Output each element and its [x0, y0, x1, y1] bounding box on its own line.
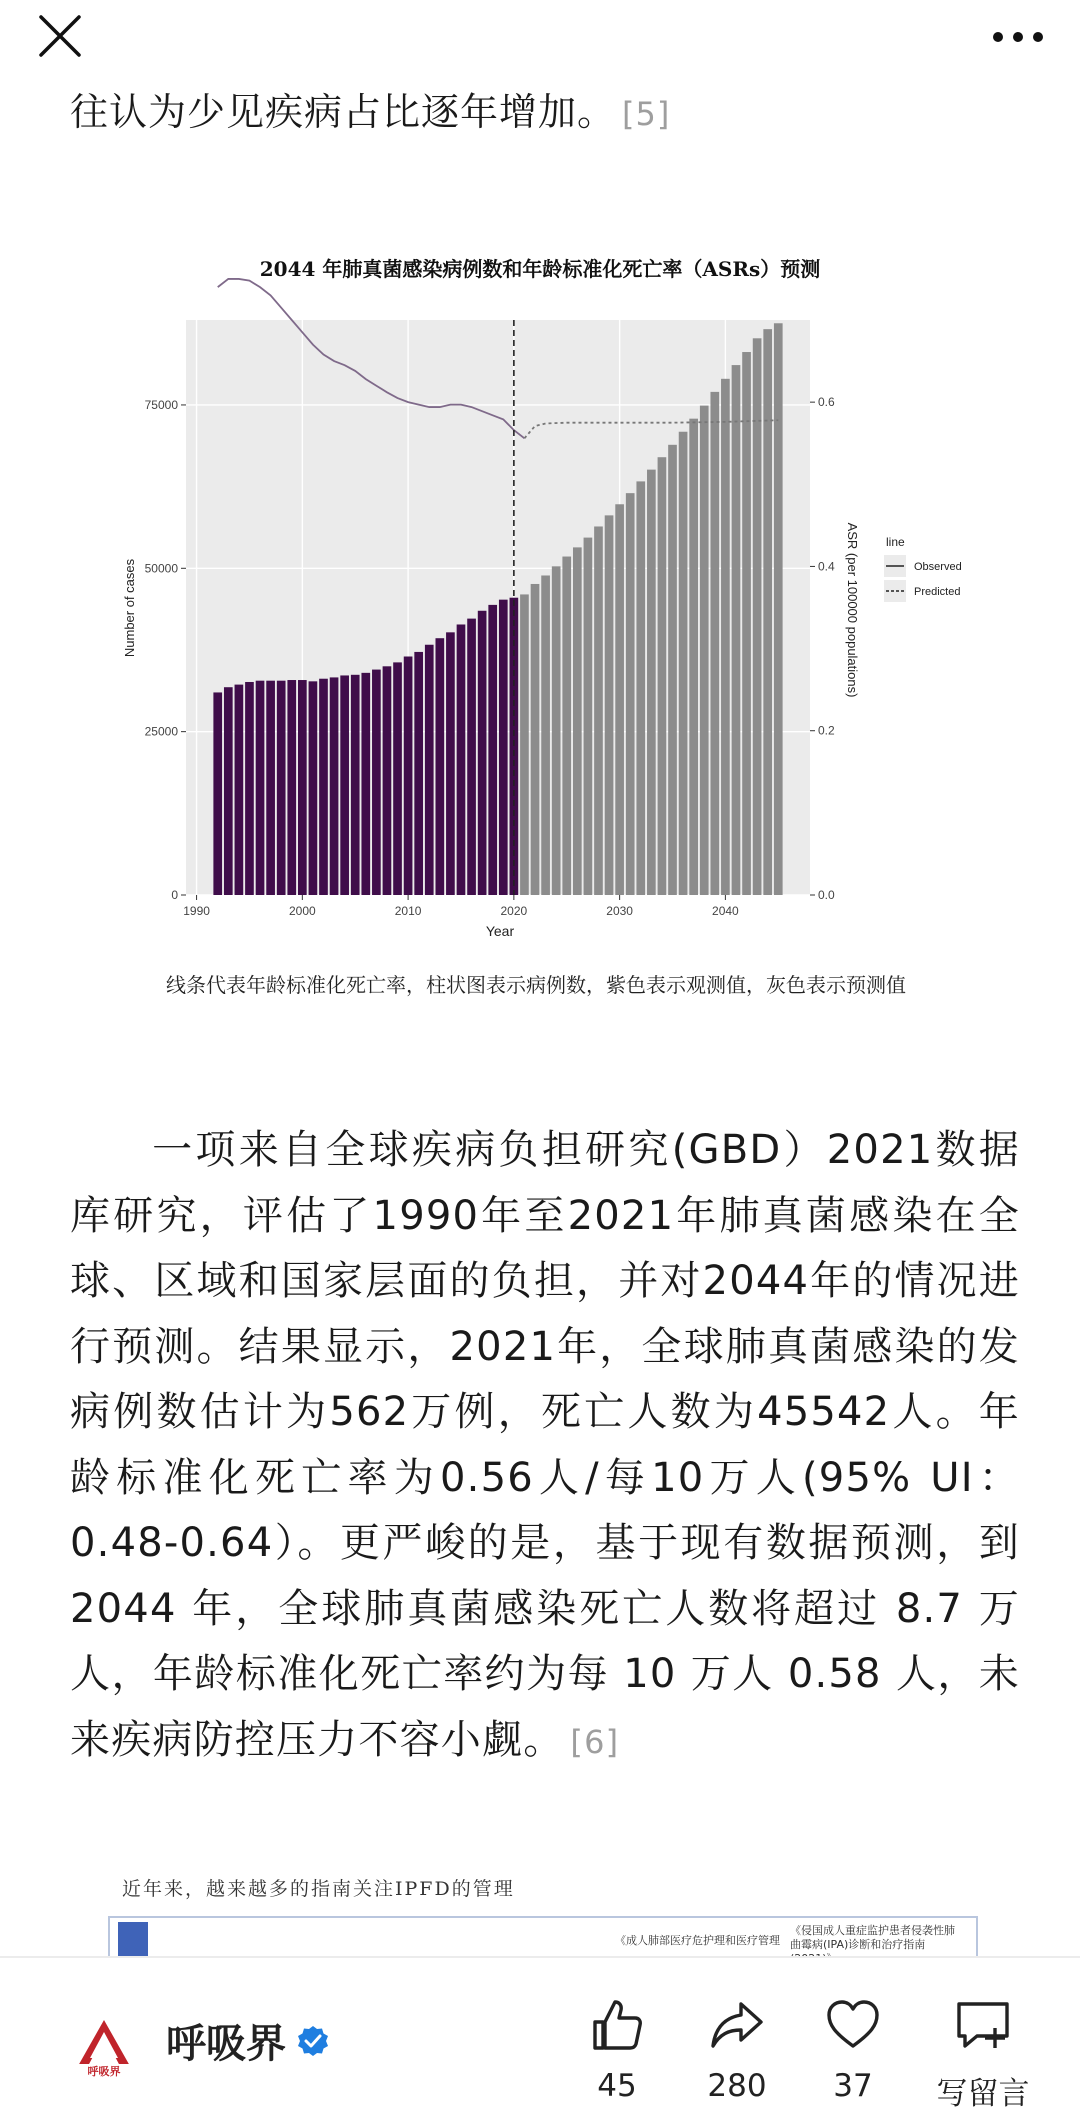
y2-tick-label: 0.6 — [818, 395, 835, 410]
intro-text — [70, 82, 1030, 144]
figure-caption: 线条代表年龄标准化死亡率，柱状图表示病例数，紫色表示观测值，灰色表示预测值 — [166, 975, 906, 997]
y-axis-label: Number of cases — [122, 558, 137, 658]
bar-observed — [351, 675, 360, 895]
bar-observed — [435, 638, 444, 895]
bar-predicted — [710, 392, 719, 895]
y2-tick-label: 0.4 — [818, 559, 835, 574]
share-icon — [709, 1998, 765, 2052]
bar-predicted — [763, 329, 772, 895]
bar-predicted — [689, 419, 698, 895]
bar-observed — [330, 677, 339, 895]
bar-predicted — [520, 594, 529, 895]
close-icon — [38, 14, 82, 58]
x-tick-label: 1990 — [183, 904, 210, 918]
bar-predicted — [594, 526, 603, 895]
share-count: 280 — [707, 2068, 767, 2104]
bar-predicted — [774, 323, 783, 895]
bar-observed — [393, 662, 402, 895]
bar-predicted — [636, 481, 645, 895]
bar-predicted — [562, 557, 571, 895]
bar-predicted — [615, 504, 624, 895]
bar-observed — [245, 682, 254, 895]
bar-predicted — [573, 547, 582, 895]
close-button[interactable] — [38, 14, 82, 58]
like-button[interactable] — [562, 1998, 672, 2108]
legend-label-predicted: Predicted — [914, 586, 961, 598]
bar-observed — [372, 670, 381, 895]
y2-axis-label: ASR (per 100000 populations) — [845, 522, 860, 698]
case-asr-chart — [100, 240, 980, 1010]
bar-predicted — [668, 445, 677, 895]
x-tick-label: 2000 — [288, 904, 316, 918]
bar-predicted — [605, 515, 614, 895]
bar-observed — [287, 680, 296, 895]
bar-predicted — [700, 406, 709, 895]
bar-observed — [383, 666, 392, 895]
guideline-doc-title-2: 《侵国成人重症监护患者侵袭性肺曲霉病(IPA)诊断和治疗指南 — [790, 1924, 955, 1951]
more-dots-icon — [988, 22, 1048, 52]
bar-observed — [414, 652, 423, 895]
x-tick-label: 2010 — [394, 904, 422, 918]
y-tick-label: 0 — [171, 888, 178, 902]
intro-reference[interactable]: [5] — [622, 95, 671, 133]
more-options-button[interactable] — [988, 22, 1048, 52]
y-tick-label: 75000 — [144, 397, 178, 412]
bar-predicted — [626, 493, 635, 895]
guideline-doc-title-1: 《成人肺部医疗危护理和医疗管理 — [615, 1934, 780, 1947]
bar-observed — [488, 605, 497, 895]
top-bar — [0, 0, 1080, 80]
x-tick-label: 2030 — [606, 904, 633, 918]
bar-observed — [256, 681, 265, 895]
y-tick-label: 25000 — [144, 724, 178, 739]
bar-observed — [361, 673, 370, 895]
verified-badge-icon — [296, 2024, 330, 2058]
y-tick-label: 50000 — [144, 561, 178, 576]
bar-predicted — [552, 566, 561, 895]
bar-observed — [319, 679, 328, 895]
intro-sentence: 往认为少见疾病占比逐年增加。 — [70, 90, 617, 134]
bar-predicted — [721, 379, 730, 895]
article-paragraph — [70, 1118, 1020, 1775]
author-name[interactable]: 呼吸界 — [166, 2021, 286, 2067]
bottom-action-bar — [0, 1956, 1080, 2112]
bar-observed — [499, 600, 508, 895]
bar-observed — [425, 645, 434, 895]
bar-observed — [404, 657, 413, 895]
bar-predicted — [732, 365, 741, 895]
favorite-count: 37 — [833, 2068, 873, 2104]
heart-icon — [825, 1998, 881, 2052]
bar-observed — [478, 611, 487, 895]
bar-observed — [457, 624, 466, 895]
bar-predicted — [742, 352, 751, 895]
write-comment-label: 写留言 — [936, 2076, 1030, 2112]
second-figure[interactable] — [108, 1868, 978, 1958]
paragraph-text: 一项来自全球疾病负担研究(GBD）2021数据库研究，评估了1990年至2021年肺真菌感染在全球、区域和国家层面的负担，并对2044年的情况进行预测。结果显示，2021年，全球肺真菌感染的发病例数估计为562万例，死亡人数为45542人。年龄标准化死亡率为0.56人/每10万人(95% UI：0.48-0.64）。更严峻的是，基于现有数据预测，到 2044 年，全球肺真菌感染死亡人数将超过 8.7 万人，年龄标准化死亡率约为每 10 万人 0.58 人，未来疾病防控压力不容小觑。 — [70, 1127, 1020, 1763]
favorite-button[interactable] — [798, 1998, 908, 2108]
bar-predicted — [658, 457, 667, 895]
bar-predicted — [531, 584, 540, 895]
x-tick-label: 2020 — [500, 904, 528, 918]
author-avatar[interactable] — [64, 2008, 144, 2088]
write-comment-button[interactable] — [918, 1998, 1048, 2112]
bar-predicted — [647, 470, 656, 895]
thumbs-up-icon — [589, 1998, 645, 2052]
like-count: 45 — [597, 2068, 637, 2104]
bar-observed — [224, 687, 233, 895]
bar-observed — [266, 681, 275, 895]
avatar-text: 呼吸界 — [87, 2065, 121, 2078]
bar-observed — [277, 681, 286, 895]
y2-tick-label: 0.0 — [818, 888, 835, 902]
bar-observed — [298, 680, 307, 895]
paragraph-reference[interactable]: [6] — [570, 1722, 620, 1761]
bar-observed — [467, 619, 476, 895]
bar-observed — [446, 632, 455, 895]
bar-observed — [213, 692, 222, 895]
comment-icon — [953, 1998, 1013, 2052]
bar-predicted — [584, 538, 593, 895]
bar-observed — [340, 675, 349, 895]
second-figure-caption: 近年来，越来越多的指南关注IPFD的管理 — [122, 1878, 515, 1900]
x-axis-label: Year — [485, 923, 515, 939]
chart-legend — [884, 535, 962, 602]
bar-predicted — [541, 575, 550, 895]
bar-predicted — [679, 432, 688, 895]
x-tick-label: 2040 — [712, 904, 739, 918]
share-button[interactable] — [682, 1998, 792, 2108]
bar-observed — [235, 685, 244, 895]
chart-title: 2044 年肺真菌感染病例数和年龄标准化死亡率（ASRs）预测 — [259, 257, 821, 281]
y2-tick-label: 0.2 — [818, 723, 835, 738]
chart-figure[interactable] — [100, 240, 980, 1010]
bar-observed — [309, 681, 318, 895]
legend-label-observed: Observed — [914, 561, 962, 573]
legend-title: line — [886, 535, 905, 549]
